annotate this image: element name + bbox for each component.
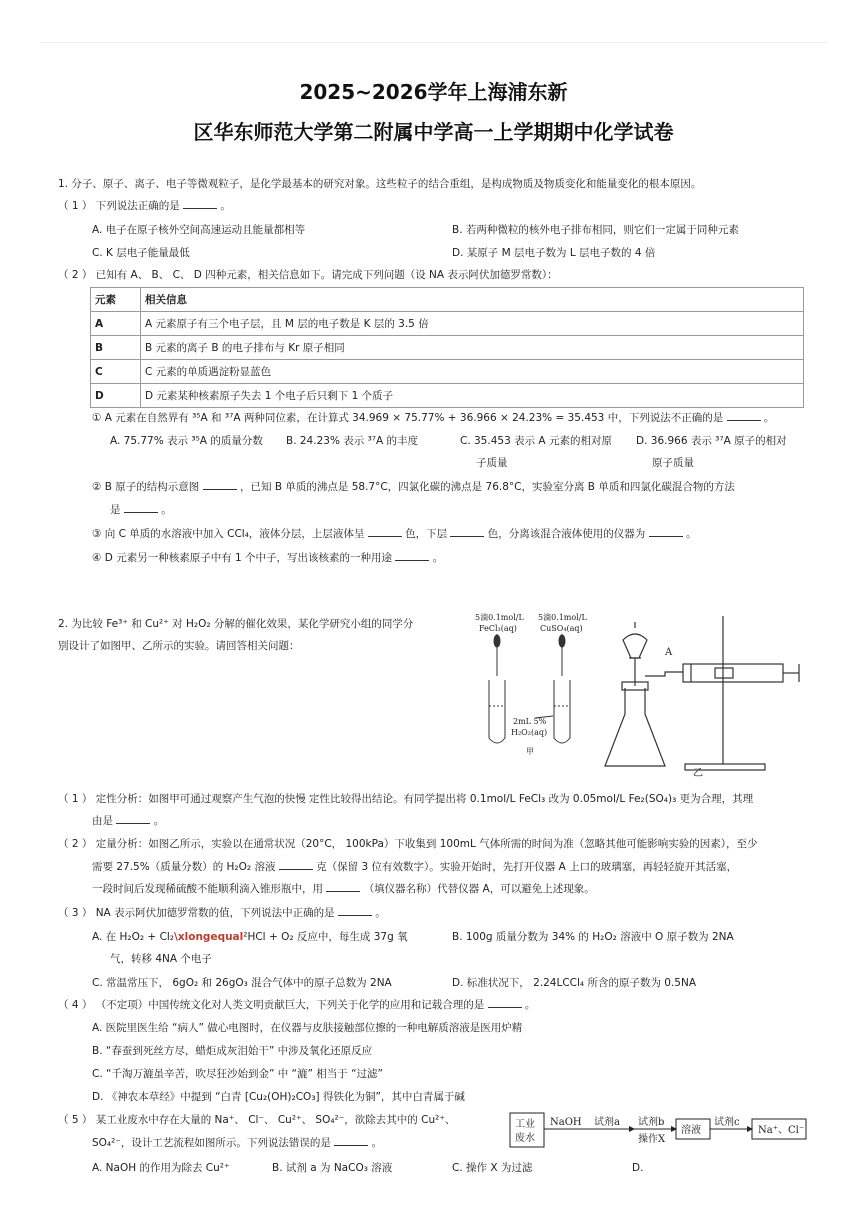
apparatus-drawing: [605, 616, 799, 770]
q2-part3-num: （ 3 ）: [58, 907, 93, 919]
tube1-label-l1: 5滴0.1mol/L: [475, 613, 524, 622]
q2-part5-num: （ 5 ）: [58, 1114, 93, 1126]
table-row: [91, 384, 804, 408]
q2-part5-l1: 某工业废水中存在大量的 Na⁺、 Cl⁻、 Cu²⁺、 SO₄²⁻，欲除去其中的 Cu²⁺、: [95, 1114, 456, 1126]
q2-part3-option-a-macro: \xlongequal: [174, 931, 244, 943]
q1-sub2: [92, 480, 735, 495]
table-row: [91, 336, 804, 360]
q2-part5-option-b: B. 试剂 a 为 NaCO₃ 溶液: [272, 1162, 393, 1174]
q2-part5-option-d: D.: [632, 1162, 644, 1174]
q1-sub3: [92, 527, 696, 542]
tube1-label-l2: FeCl₃(aq): [479, 624, 517, 633]
page-title-line1: 2025~2026学年上海浦东新: [299, 80, 568, 104]
q2-part5-end: 。: [371, 1137, 383, 1149]
answer-blank[interactable]: [649, 527, 683, 537]
answer-blank[interactable]: [124, 503, 158, 513]
q1-sub4-text: D 元素另一种核素原子中有 1 个中子，写出该核素的一种用途: [104, 552, 393, 564]
table-header-element: 元素: [91, 288, 141, 312]
q1-sub1: [92, 411, 774, 426]
q1-sub1-option-b: B. 24.23% 表示 ³⁷A 的丰度: [286, 435, 419, 447]
solution-label-l2: H₂O₂(aq): [511, 728, 548, 737]
q1-part1-option-b: B. 若两种微粒的核外电子排布相同，则它们一定属于同种元素: [452, 224, 739, 236]
sub-marker: ③: [92, 528, 102, 540]
table-cell: C 元素的单质遇淀粉显蓝色: [141, 360, 804, 384]
figure-yi-label: 乙: [693, 768, 703, 779]
answer-blank[interactable]: [326, 882, 360, 892]
flow-naoh: NaOH: [550, 1117, 582, 1128]
q2-part2-l3b: （填仪器名称）代替仪器 A，可以避免上述现象。: [363, 883, 595, 895]
q2-part2-line3: [92, 882, 595, 897]
flow-product: Na⁺、Cl⁻: [758, 1125, 805, 1136]
q2-part3-option-c: C. 常温常压下， 6gO₂ 和 26gO₃ 混合气体中的原子总数为 2NA: [92, 977, 392, 989]
answer-blank[interactable]: [488, 998, 522, 1008]
q2-part2-num: （ 2 ）: [58, 838, 93, 850]
q1-sub4-end: 。: [432, 552, 444, 564]
q2-part3-option-d: D. 标准状况下， 2.24LCCl₄ 所含的原子数为 0.5NA: [452, 977, 697, 989]
top-rule: [40, 42, 827, 43]
table-header-info: 相关信息: [141, 288, 804, 312]
q1-sub1-text: A 元素在自然界有 ³⁵A 和 ³⁷A 两种同位素，在计算式 34.969 × 75.77% + 36.966 × 24.23% = 35.453 中，下列说法不正确的是: [104, 412, 724, 424]
q1-sub1-option-a: A. 75.77% 表示 ³⁵A 的质量分数: [110, 435, 263, 447]
q2-part1-cont: [92, 814, 164, 829]
q2-part4-option-c: C. “千淘万漉虽辛苦，吹尽狂沙始到金” 中 “漉” 相当于 “过滤”: [92, 1068, 383, 1080]
answer-blank[interactable]: [338, 906, 372, 916]
q1-sub2-end: 。: [161, 504, 172, 516]
q1-part2-text: 已知有 A、 B、 C、 D 四种元素，相关信息如下。请完成下列问题（设 NA 表示阿伏加德罗常数）：: [95, 269, 558, 281]
q2-part2-line2: [92, 860, 737, 875]
table-row: [91, 360, 804, 384]
table-row: [91, 312, 804, 336]
q2-part3-option-a-cont: 气，转移 4NA 个电子: [110, 953, 212, 965]
q2-part4-option-d: D. 《神农本草经》中提到 “白青 [Cu₂(OH)₂CO₃] 得铁化为铜”，其中白青属于碱: [92, 1091, 465, 1103]
q2-part1-num: （ 1 ）: [58, 793, 93, 805]
experiment-figure: [465, 606, 810, 784]
q2-part2-l2a: 需要 27.5%（质量分数）的 H₂O₂ 溶液: [92, 861, 276, 873]
q2-part3-option-a: [92, 930, 408, 945]
q1-sub1-end: 。: [763, 412, 775, 424]
answer-blank[interactable]: [279, 860, 313, 870]
q2-part2-l2b: 克（保留 3 位有效数字）。实验开始时，先打开仪器 A 上口的玻璃塞，再轻轻旋开其活塞，: [316, 861, 738, 873]
q1-part1-num: （ 1 ）: [58, 200, 93, 212]
answer-blank[interactable]: [203, 480, 237, 490]
q2-part5: [58, 1113, 455, 1128]
q1-sub3-end: 。: [685, 528, 697, 540]
q2-part2-l3a: 一段时间后发现稀硫酸不能顺利滴入锥形瓶中，用: [92, 883, 323, 895]
flow-box1-l2: 废水: [515, 1133, 535, 1144]
q1-sub3-t1: 向 C 单质的水溶液中加入 CCl₄，液体分层，上层液体呈: [104, 528, 365, 540]
q2-part2: [58, 837, 757, 852]
table-cell: A: [91, 312, 141, 336]
q1-sub3-t3: 色，分离该混合液体使用的仪器为: [487, 528, 646, 540]
table-cell: B: [91, 336, 141, 360]
sub-marker: ②: [92, 481, 102, 493]
q2-part3-option-a-a: A. 在 H₂O₂ + Cl₂: [92, 931, 175, 943]
table-cell: D: [91, 384, 141, 408]
page-title-line2: 区华东师范大学第二附属中学高一上学期期中化学试卷: [193, 120, 674, 144]
q1-part1: [58, 199, 231, 214]
answer-blank[interactable]: [183, 199, 217, 209]
q2-part4-option-a: A. 医院里医生给 “病人” 做心电图时，在仪器与皮肤接触部位擦的一种电解质溶液是医用炉精: [92, 1022, 523, 1034]
q2-part1: [58, 792, 753, 807]
q2-part5-l2a: SO₄²⁻，设计工艺流程如图所示。下列说法错误的是: [92, 1137, 331, 1149]
flow-box1-l1: 工业: [515, 1119, 535, 1130]
q1-sub2-text2: ，已知 B 单质的沸点是 58.7°C，四氯化碳的沸点是 76.8°C，实验室分离 B 单质和四氯化碳混合物的方法: [240, 481, 735, 493]
answer-blank[interactable]: [368, 527, 402, 537]
q2-part4-num: （ 4 ）: [58, 999, 93, 1011]
q1-part1-option-d: D. 某原子 M 层电子数为 L 层电子数的 4 倍: [452, 247, 656, 259]
sub-marker: ④: [92, 552, 102, 564]
instrument-a-label: A: [665, 647, 673, 658]
answer-blank[interactable]: [334, 1136, 368, 1146]
answer-blank[interactable]: [450, 527, 484, 537]
q2-part4-end: 。: [524, 999, 536, 1011]
flow-solution: 溶液: [681, 1125, 701, 1136]
q2-part5-option-a: A. NaOH 的作用为除去 Cu²⁺: [92, 1162, 230, 1174]
q1-part1-text: 下列说法正确的是: [95, 200, 180, 212]
q1-part1-option-a: A. 电子在原子核外空间高速运动且能量都相等: [92, 224, 306, 236]
test-tubes-drawing: [489, 634, 570, 743]
q1-sub1-option-c: C. 35.453 表示 A 元素的相对原: [460, 435, 612, 447]
q2-part1-text2: 由是: [92, 815, 113, 827]
q2-part2-l1: 定量分析：如图乙所示，实验以在通常状况（20°C， 100kPa）下收集到 100mL 气体所需的时间为准（忽略其他可能影响实验的因素），至少: [95, 838, 758, 850]
solution-label-l1: 2mL 5%: [513, 717, 547, 726]
q1-sub2-text1: B 原子的结构示意图: [104, 481, 200, 493]
process-flow-diagram: [508, 1111, 808, 1151]
q1-stem: 1. 分子、原子、离子、电子等微观粒子，是化学最基本的研究对象。这些粒子的结合重组，是构成物质及物质变化和能量变化的根本原因。: [58, 178, 702, 190]
table-header-row: [91, 288, 804, 312]
q2-part4-option-b: B. “春蚕到死丝方尽，蜡炬成灰泪始干” 中涉及氧化还原反应: [92, 1045, 373, 1057]
flow-reagent-a: 试剂a: [594, 1117, 620, 1128]
q1-sub4: [92, 551, 443, 566]
q2-part4: [58, 998, 535, 1013]
q2-part1-end: 。: [153, 815, 165, 827]
figure-jia-label: 甲: [526, 747, 534, 756]
q1-sub1-option-d-cont: 原子质量: [652, 457, 694, 469]
table-cell: A 元素原子有三个电子层，且 M 层的电子数是 K 层的 3.5 倍: [141, 312, 804, 336]
table-cell: C: [91, 360, 141, 384]
table-cell: B 元素的离子 B 的电子排布与 Kr 原子相同: [141, 336, 804, 360]
answer-blank[interactable]: [116, 814, 150, 824]
q1-part1-end: 。: [220, 200, 231, 212]
q1-part1-option-c: C. K 层电子能量最低: [92, 247, 190, 259]
q1-sub2-text3: 是: [110, 504, 121, 516]
table-cell: D 元素某种核素原子失去 1 个电子后只剩下 1 个质子: [141, 384, 804, 408]
q2-stem-line1: 2. 为比较 Fe³⁺ 和 Cu²⁺ 对 H₂O₂ 分解的催化效果，某化学研究小组的同学分: [58, 618, 414, 630]
q2-stem-line2: 别设计了如图甲、乙所示的实验。请回答相关问题：: [58, 640, 300, 652]
sub-marker: ①: [92, 412, 102, 424]
q2-part5-line2: [92, 1136, 382, 1151]
q1-sub1-option-c-cont: 子质量: [476, 457, 508, 469]
q2-part1-text: 定性分析：如图甲可通过观察产生气泡的快慢 定性比较得出结论。有同学提出将 0.1mol/L FeCl₃ 改为 0.05mol/L Fe₂(SO₄)₃ 更为合理，其理: [95, 793, 754, 805]
q2-part3-option-b: B. 100g 质量分数为 34% 的 H₂O₂ 溶液中 O 原子数为 2NA: [452, 931, 734, 943]
q1-sub2-cont: [110, 503, 172, 518]
q2-part3-text: NA 表示阿伏加德罗常数的值，下列说法中正确的是: [95, 907, 335, 919]
q2-part3: [58, 906, 386, 921]
q1-sub3-t2: 色，下层: [405, 528, 448, 540]
flow-reagent-c: 试剂c: [714, 1117, 740, 1128]
q2-part3-option-a-b: ²HCl + O₂ 反应中，每生成 37g 氧: [243, 931, 408, 943]
q1-sub1-option-d: D. 36.966 表示 ³⁷A 原子的相对: [636, 435, 787, 447]
flow-reagent-b: 试剂b: [638, 1117, 665, 1128]
answer-blank[interactable]: [727, 411, 761, 421]
q1-part2-num: （ 2 ）: [58, 269, 93, 281]
q1-part2: [58, 268, 558, 283]
element-info-table: [90, 287, 804, 408]
q2-part3-end: 。: [375, 907, 386, 919]
tube2-label-l2: CuSO₄(aq): [540, 624, 583, 633]
q2-part4-text: （不定项）中国传统文化对人类文明贡献巨大，下列关于化学的应用和记载合理的是: [95, 999, 485, 1011]
q2-part5-option-c: C. 操作 X 为过滤: [452, 1162, 533, 1174]
flow-operation-x: 操作X: [638, 1134, 666, 1145]
answer-blank[interactable]: [395, 551, 429, 561]
tube2-label-l1: 5滴0.1mol/L: [538, 613, 587, 622]
